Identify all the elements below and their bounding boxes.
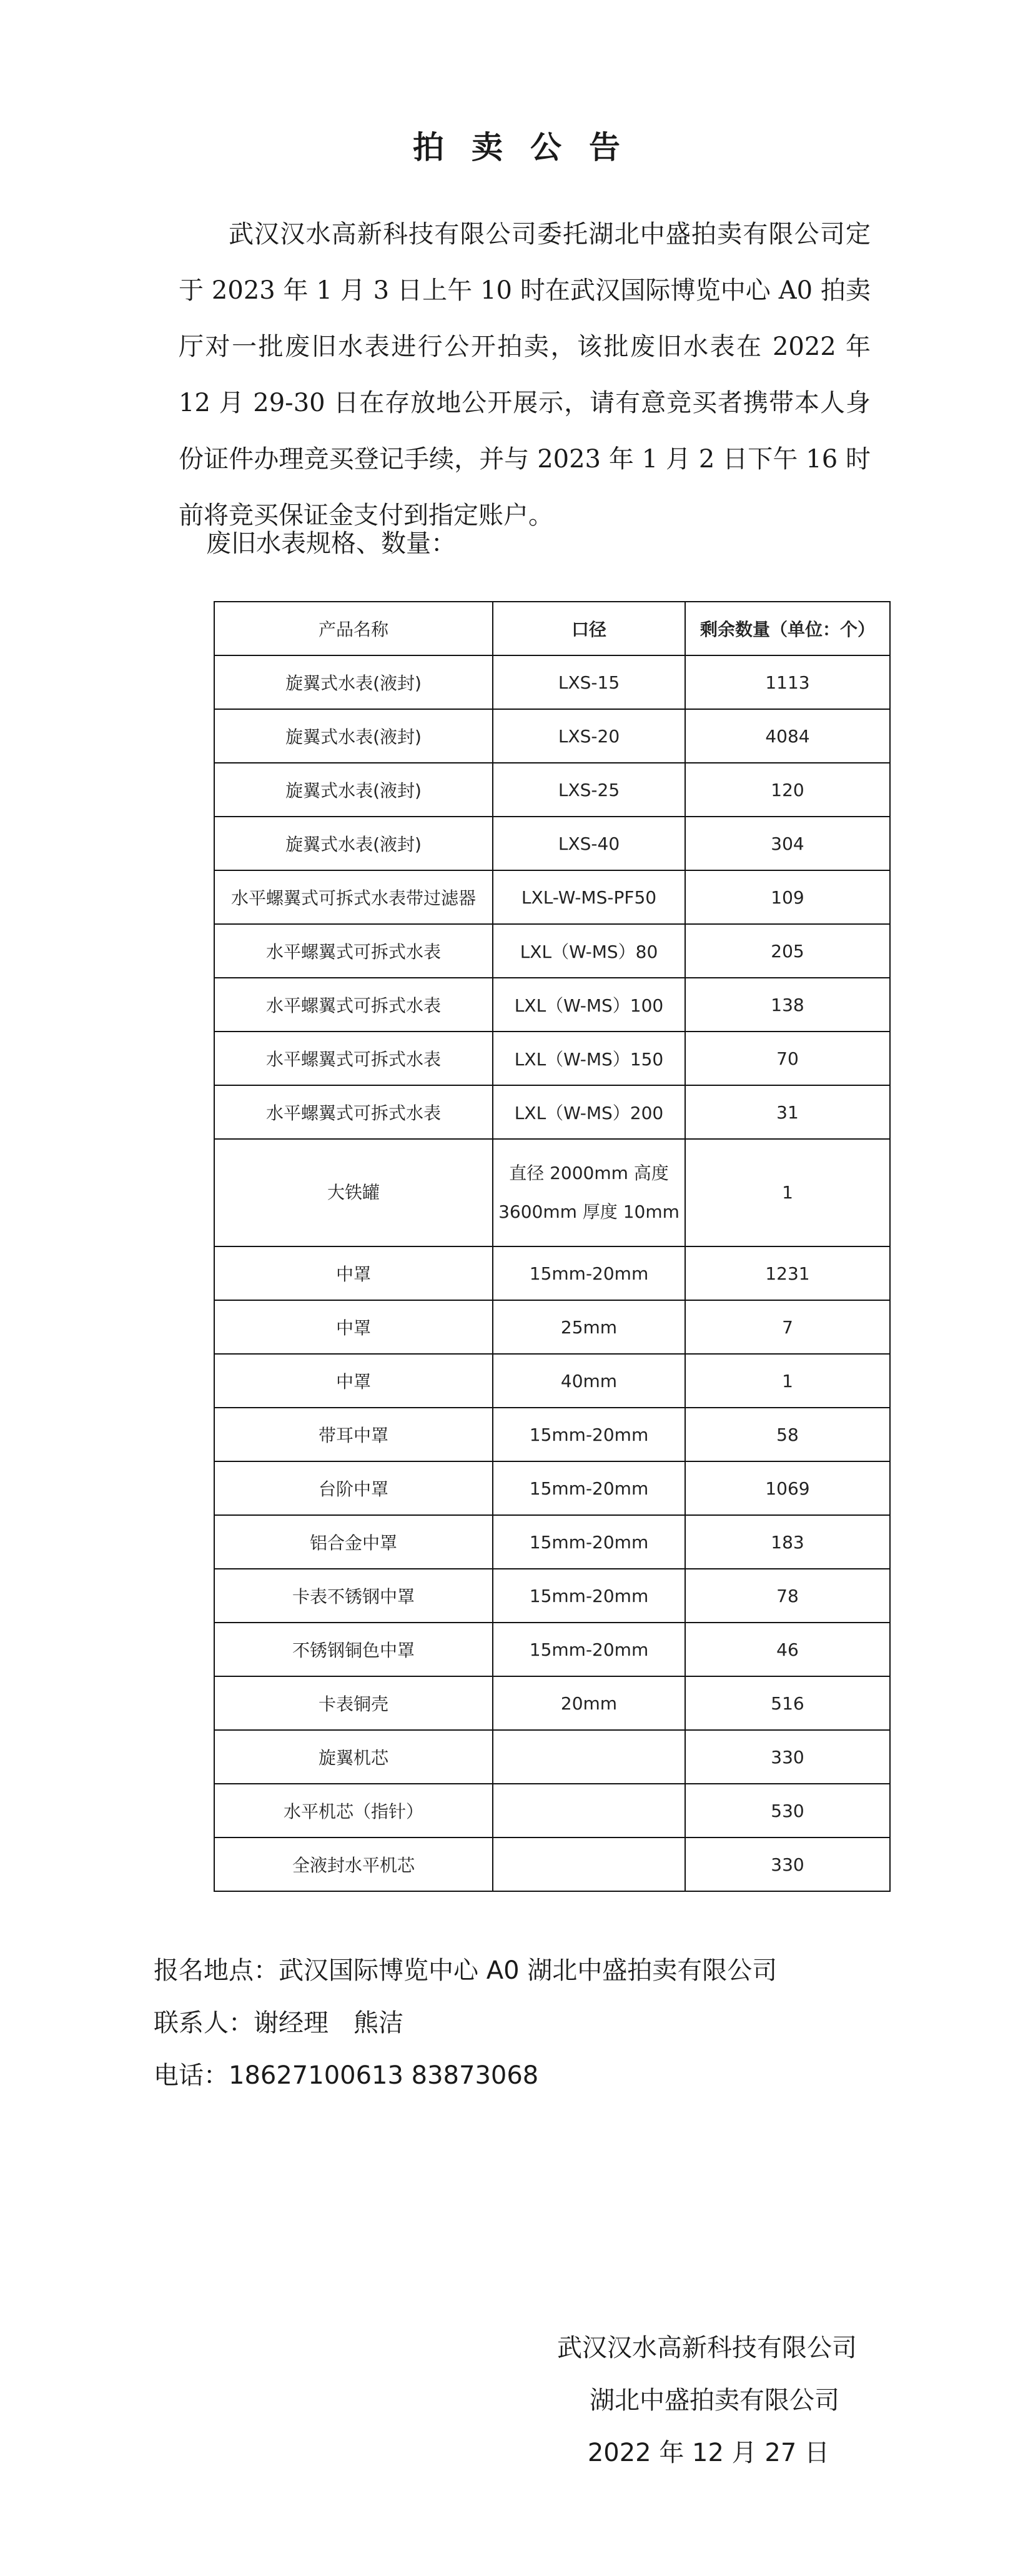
table-row <box>214 1085 890 1139</box>
quantity-cell: 1113 <box>685 655 890 709</box>
product-name-cell: 旋翼式水表(液封) <box>214 709 493 763</box>
intro-paragraph: 武汉汉水高新科技有限公司委托湖北中盛拍卖有限公司定于 2023 年 1 月 3 日上午 10 时在武汉国际博览中心 A0 拍卖厅对一批废旧水表进行公开拍卖，该批废旧水表在 2022 年 12 月 29-30 日在存放地公开展示，请有意竞买者携带本人身份证件办理竞买登记手续，并与 2023 年 1 月 2 日下午 16 时前将竞买保证金支付到指定账户。 <box>179 220 871 530</box>
product-name-cell: 大铁罐 <box>214 1139 493 1246</box>
product-name-cell: 卡表铜壳 <box>214 1676 493 1730</box>
header-quantity: 剩余数量（单位：个） <box>685 602 890 655</box>
product-name-cell: 中罩 <box>214 1246 493 1300</box>
quantity-cell: 138 <box>685 978 890 1032</box>
quantity-cell: 1 <box>685 1139 890 1246</box>
table-row <box>214 978 890 1032</box>
product-name-cell: 水平螺翼式可拆式水表带过滤器 <box>214 870 493 924</box>
table-row <box>214 1838 890 1891</box>
caliber-cell: 15mm-20mm <box>493 1408 685 1461</box>
caliber-cell <box>493 1838 685 1891</box>
table-row <box>214 817 890 870</box>
signature-company-2: 湖北中盛拍卖有限公司 <box>590 2386 839 2415</box>
product-name-cell: 水平螺翼式可拆式水表 <box>214 924 493 978</box>
product-name-cell: 旋翼式水表(液封) <box>214 763 493 817</box>
product-name-cell: 水平螺翼式可拆式水表 <box>214 978 493 1032</box>
list-heading: 废旧水表规格、数量： <box>206 529 456 558</box>
table-row <box>214 1730 890 1784</box>
table-row <box>214 655 890 709</box>
product-name-cell: 旋翼式水表(液封) <box>214 817 493 870</box>
quantity-cell: 205 <box>685 924 890 978</box>
caliber-cell: 15mm-20mm <box>493 1246 685 1300</box>
product-name-cell: 旋翼机芯 <box>214 1730 493 1784</box>
product-name-cell: 中罩 <box>214 1300 493 1354</box>
quantity-cell: 1 <box>685 1354 890 1408</box>
caliber-cell: 15mm-20mm <box>493 1569 685 1623</box>
table-row <box>214 1461 890 1515</box>
table-row <box>214 1784 890 1838</box>
product-name-cell: 不锈钢铜色中罩 <box>214 1623 493 1676</box>
caliber-cell: 15mm-20mm <box>493 1515 685 1569</box>
table-row <box>214 1569 890 1623</box>
phone-numbers: 电话：18627100613 83873068 <box>154 2061 539 2090</box>
quantity-cell: 58 <box>685 1408 890 1461</box>
caliber-cell <box>493 1784 685 1838</box>
quantity-cell: 7 <box>685 1300 890 1354</box>
product-name-cell: 卡表不锈钢中罩 <box>214 1569 493 1623</box>
signature-company-1: 武汉汉水高新科技有限公司 <box>557 2334 857 2362</box>
table-row <box>214 709 890 763</box>
table-row <box>214 1408 890 1461</box>
quantity-cell: 70 <box>685 1032 890 1085</box>
caliber-cell: 15mm-20mm <box>493 1461 685 1515</box>
table-row <box>214 1032 890 1085</box>
quantity-cell: 31 <box>685 1085 890 1139</box>
quantity-cell: 1231 <box>685 1246 890 1300</box>
quantity-cell: 109 <box>685 870 890 924</box>
caliber-cell: LXL-W-MS-PF50 <box>493 870 685 924</box>
caliber-cell: 15mm-20mm <box>493 1623 685 1676</box>
product-name-cell: 台阶中罩 <box>214 1461 493 1515</box>
table-row <box>214 763 890 817</box>
quantity-cell: 4084 <box>685 709 890 763</box>
table-body <box>214 655 890 1891</box>
caliber-cell: 20mm <box>493 1676 685 1730</box>
table-row <box>214 1676 890 1730</box>
table-header-row <box>214 602 890 655</box>
contact-person: 联系人：谢经理 熊洁 <box>154 2009 403 2037</box>
table-row <box>214 1515 890 1569</box>
product-name-cell: 带耳中罩 <box>214 1408 493 1461</box>
registration-location: 报名地点：武汉国际博览中心 A0 湖北中盛拍卖有限公司 <box>154 1956 778 1985</box>
table-row <box>214 924 890 978</box>
quantity-cell: 183 <box>685 1515 890 1569</box>
product-name-cell: 水平机芯（指针） <box>214 1784 493 1838</box>
caliber-cell: LXS-15 <box>493 655 685 709</box>
caliber-cell: LXL（W-MS）200 <box>493 1085 685 1139</box>
caliber-cell: LXS-40 <box>493 817 685 870</box>
header-product-name: 产品名称 <box>214 602 493 655</box>
caliber-cell: 直径 2000mm 高度 3600mm 厚度 10mm <box>493 1139 685 1246</box>
table-row <box>214 1300 890 1354</box>
caliber-cell: LXS-25 <box>493 763 685 817</box>
table-row <box>214 1139 890 1246</box>
product-name-cell: 水平螺翼式可拆式水表 <box>214 1032 493 1085</box>
caliber-cell: LXL（W-MS）80 <box>493 924 685 978</box>
caliber-cell <box>493 1730 685 1784</box>
quantity-cell: 516 <box>685 1676 890 1730</box>
caliber-cell: 40mm <box>493 1354 685 1408</box>
quantity-cell: 78 <box>685 1569 890 1623</box>
meter-table <box>214 601 891 1892</box>
table-row <box>214 870 890 924</box>
caliber-cell: 25mm <box>493 1300 685 1354</box>
quantity-cell: 304 <box>685 817 890 870</box>
table-row <box>214 1354 890 1408</box>
quantity-cell: 330 <box>685 1730 890 1784</box>
caliber-cell: LXL（W-MS）100 <box>493 978 685 1032</box>
header-caliber: 口径 <box>493 602 685 655</box>
signature-date: 2022 年 12 月 27 日 <box>587 2439 829 2467</box>
product-name-cell: 旋翼式水表(液封) <box>214 655 493 709</box>
quantity-cell: 330 <box>685 1838 890 1891</box>
quantity-cell: 1069 <box>685 1461 890 1515</box>
product-name-cell: 水平螺翼式可拆式水表 <box>214 1085 493 1139</box>
product-name-cell: 铝合金中罩 <box>214 1515 493 1569</box>
quantity-cell: 46 <box>685 1623 890 1676</box>
quantity-cell: 120 <box>685 763 890 817</box>
quantity-cell: 530 <box>685 1784 890 1838</box>
caliber-cell: LXS-20 <box>493 709 685 763</box>
product-name-cell: 全液封水平机芯 <box>214 1838 493 1891</box>
caliber-cell: LXL（W-MS）150 <box>493 1032 685 1085</box>
table-row <box>214 1246 890 1300</box>
table-row <box>214 1623 890 1676</box>
page-title: 拍卖公告 <box>413 129 648 166</box>
product-name-cell: 中罩 <box>214 1354 493 1408</box>
